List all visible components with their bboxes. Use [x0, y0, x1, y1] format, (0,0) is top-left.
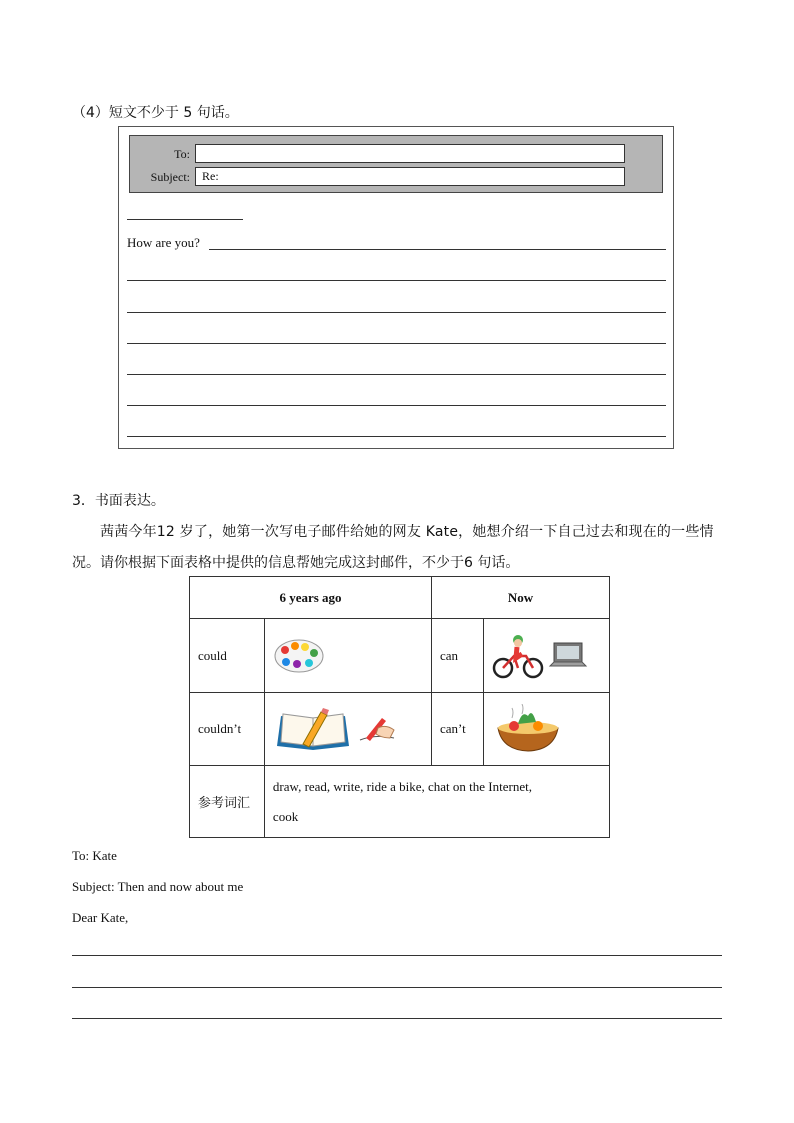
- task3-intro-line2: 况。请你根据下面表格中提供的信息帮她完成这封邮件，不少于6 句话。: [72, 555, 520, 571]
- laptop-icon: [548, 641, 588, 671]
- to-label: To:: [174, 147, 190, 161]
- cell-could-picture: [264, 619, 431, 693]
- writing-line[interactable]: [127, 280, 666, 281]
- cell-could: could: [190, 619, 265, 693]
- book-pencil-icon: [273, 706, 353, 752]
- reference-words-line1: draw, read, write, ride a bike, chat on the Internet,: [272, 778, 532, 794]
- cell-can-picture: [484, 619, 610, 693]
- email-subject-line: Subject: Then and now about me: [72, 879, 244, 894]
- cell-couldnt-picture: [264, 693, 431, 766]
- writing-line[interactable]: [127, 436, 666, 437]
- subject-label: Subject:: [150, 170, 190, 184]
- cell-reference-label: 参考词汇: [190, 766, 265, 838]
- task3-intro-line1: 茜茜今年12 岁了，她第一次写电子邮件给她的网友 Kate，她想介绍一下自己过去和现在的一些情: [100, 524, 714, 540]
- email-header: [129, 135, 663, 193]
- to-field[interactable]: [195, 144, 625, 163]
- writing-line[interactable]: [127, 374, 666, 375]
- food-bowl-icon: [492, 704, 564, 754]
- task4-heading: （4）短文不少于 5 句话。: [72, 105, 239, 121]
- subject-field[interactable]: Re:: [195, 167, 625, 186]
- writing-line[interactable]: [127, 312, 666, 313]
- writing-line[interactable]: [127, 343, 666, 344]
- header-now: Now: [432, 577, 610, 619]
- writing-line[interactable]: [72, 1018, 722, 1019]
- cell-cant-picture: [484, 693, 610, 766]
- writing-line[interactable]: [72, 987, 722, 988]
- cell-can: can: [432, 619, 484, 693]
- name-line[interactable]: [127, 219, 243, 220]
- cell-cant: can’t: [432, 693, 484, 766]
- palette-icon: [273, 636, 325, 676]
- greeting-text: How are you?: [127, 235, 200, 250]
- task3-heading: 3．书面表达。: [72, 493, 165, 509]
- writing-line[interactable]: [209, 249, 666, 250]
- writing-line[interactable]: [72, 955, 722, 956]
- email-salutation: Dear Kate,: [72, 910, 129, 925]
- header-6-years-ago: 6 years ago: [190, 577, 432, 619]
- cyclist-icon: [492, 632, 544, 680]
- writing-hand-icon: [356, 712, 398, 746]
- cell-couldnt: couldn’t: [190, 693, 265, 766]
- writing-line[interactable]: [127, 405, 666, 406]
- info-table: [189, 576, 610, 838]
- cell-reference-words: [264, 766, 609, 838]
- reference-words-line2: cook: [272, 808, 299, 824]
- email-form-box: [118, 126, 674, 449]
- email-to-line: To: Kate: [72, 848, 117, 863]
